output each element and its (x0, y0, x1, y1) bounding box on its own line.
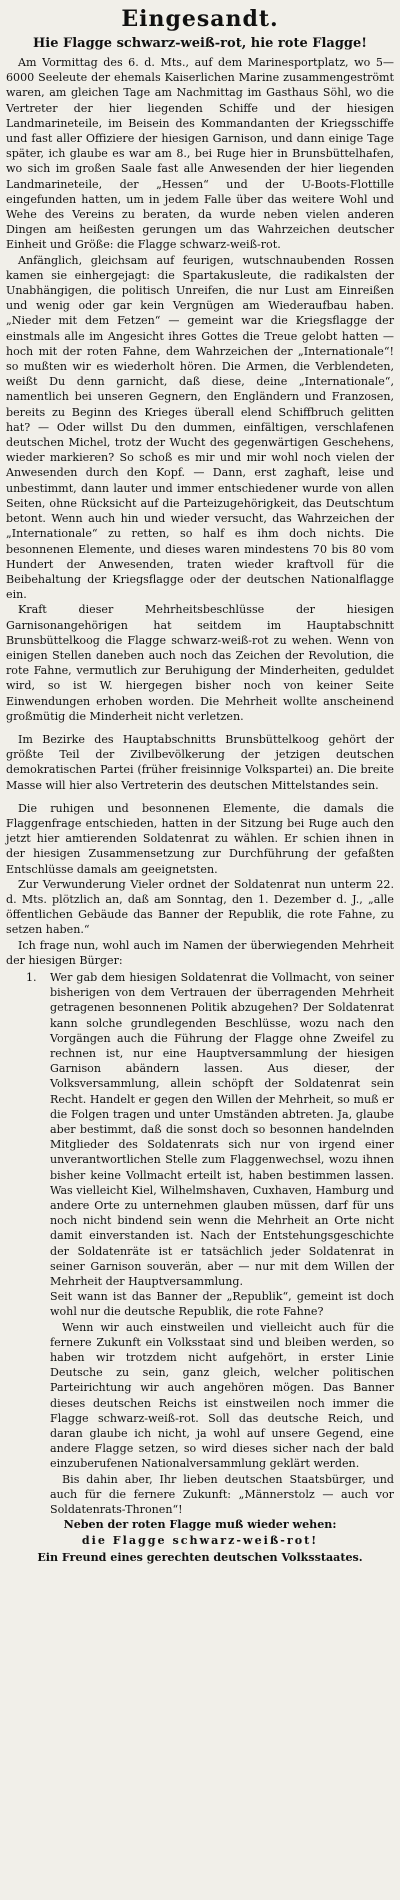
numbered-point (6, 970, 394, 1517)
article-body (6, 55, 394, 968)
point-number: 1. (26, 970, 37, 984)
article-title: Eingesandt. (121, 6, 279, 32)
paragraph-1: Am Vormittag des 6. d. Mts., auf dem Marinesportplatz, wo 5—6000 Seeleute der ehemals Kaiserlichen Marine zusammengeströmt waren, am gleichen Tage am Nachmittag im Gasthaus Söhl, wo die Vertreter der hier liegenden Schiffe und der hiesigen Landmarineteile, im Beisein des Kommandanten der Kriegsschiffe und fast aller Offiziere der hiesigen Garnison, und dann einige Tage später, ich glaube es war am 8., bei Ruge hier in Brunsbüttelhafen, wo sich im großen Saale fast alle Anwesenden der hier liegenden Landmarineteile, der „Hessen“ und der U-Boots-Flottille eingefunden hatten, um in jedem Falle über das weitere Wohl und Wehe des Vereins zu beraten, da wurde neben vielen anderen Dingen am heißesten gerungen um das Wahrzeichen deutscher Einheit und Größe: die Flagge schwarz-weiß-rot. (6, 56, 394, 252)
article-headline: Hie Flagge schwarz-weiß-rot, hie rote Flagge! (32, 36, 368, 51)
point-paragraph-2: Seit wann ist das Banner der „Republik“, gemeint ist doch wohl nur die deutsche Republik, die rote Fahne? (50, 1290, 394, 1319)
paragraph-5: Die ruhigen und besonnenen Elemente, die damals die Flaggenfrage entschieden, hatten in der Sitzung bei Ruge auch den jetzt hier amtierenden Soldatenrat zu wählen. Er schien ihnen in der hiesigen Zusammensetzung zur Durchführung der gefaßten Entschlüsse damals am geeignetsten. (6, 801, 394, 876)
paragraph-3: Kraft dieser Mehrheitsbeschlüsse der hiesigen Garnisonangehörigen hat seitdem im Hauptabschnitt Brunsbüttelkoog die Flagge schwarz-weiß-rot zu wehen. Wenn von einigen Stellen daneben auch noch das Zeichen der Revolution, die rote Fahne, vermutlich zur Beruhigung der Minderheiten, geduldet wird, so ist W. hiergegen bisher noch von keiner Seite Einwendungen erhoben worden. Die Mehrheit wollte anscheinend großmütig die Minderheit nicht verletzen. (6, 603, 394, 723)
point-paragraph-1: Wer gab dem hiesigen Soldatenrat die Vollmacht, von seiner bisherigen von dem Vertrauen der überragenden Mehrheit getragenen besonnenen Politik abzugehen? Der Soldatenrat kann solche grundlegenden Beschlüsse, wozu nach den Vorgängen auch die Führung der Flagge ohne Zweifel zu rechnen ist, nur eine Hauptversammlung der hiesigen Garnison abändern lassen. Aus dieser, der Volksversammlung, allein schöpft der Soldatenrat sein Recht. Handelt er gegen den Willen der Mehrheit, so muß er die Folgen tragen und unter Umständen abtreten. Ja, glaube aber bestimmt, daß die sonst doch so besonnen handelnden Mitglieder des Soldatenrats sich nur von irgend einer unverantwortlichen Stelle zum Flaggenwechsel, wozu ihnen bisher keine Vollmacht erteilt ist, haben bestimmen lassen. Was vielleicht Kiel, Wilhelmshaven, Cuxhaven, Hamburg und andere Orte zu unternehmen glauben müssen, darf für uns noch nicht bindend sein wenn die Mehrheit an Orte nicht damit einverstanden ist. Nach der Entstehungsgeschichte der Soldatenräte ist er tatsächlich jeder Soldatenrat in seiner Garnison souverän, aber — nur mit dem Willen der Mehrheit der Hauptversammlung. (50, 970, 394, 1289)
point-paragraph-4: Bis dahin aber, Ihr lieben deutschen Staatsbürger, und auch für die fernere Zukunft: „Männerstolz — auch vor Soldatenrats-Thronen“! (50, 1472, 394, 1517)
paragraph-4: Im Bezirke des Hauptabschnitts Brunsbüttelkoog gehört der größte Teil der Zivilbevölkerung der jetzigen deutschen demokratischen Partei (früher freisinnige Volkspartei) an. Die breite Masse will hier also Vertreterin des deutschen Mittelstandes sein. (6, 732, 394, 792)
signature: Ein Freund eines gerechten deutschen Volksstaates. (37, 1550, 363, 1564)
paragraph-2: Anfänglich, gleichsam auf feurigen, wutschnaubenden Rossen kamen sie einhergejagt: die Spartakusleute, die radikalsten der Unabhängigen, die politisch Unreifen, die nur Lust am Einreißen und wenig oder gar kein Vergnügen am Wiederaufbau haben. „Nieder mit dem Fetzen“ — gemeint war die Kriegsflagge der einstmals alle im Angesicht ihres Gottes die Treue gelobt hatten — hoch mit der roten Fahne, dem Wahrzeichen der „Internationale“! so mußten wir es wiederholt hören. Die Armen, die Verblendeten, weißt Du denn garnicht, daß diese, deine „Internationale“, namentlich bei unseren Gegnern, den Engländern und Franzosen, bereits zu Beginn des Krieges überall elend Schiffbruch gelitten hat? — Oder willst Du den dummen, einfältigen, verschlafenen deutschen Michel, trotz der Wucht des gegenwärtigen Geschehens, wieder markieren? So schoß es mir und mir wohl noch vielen der Anwesenden durch den Kopf. — Dann, erst zaghaft, leise und unbestimmt, dann lauter und immer entschiedener wurde von allen Seiten, ohne Rücksicht auf die Parteizugehörigkeit, das Deutschtum betont. Wenn auch hin und wieder versucht, das Wahrzeichen der „Internationale“ zu retten, so half es ihm doch nichts. Die besonnenen Elemente, und dieses waren mindestens 70 bis 80 vom Hundert der Anwesenden, traten wieder kraftvoll für die Beibehaltung der Kriegsflagge oder der deutschen Nationalflagge ein. (6, 253, 394, 602)
paragraph-6: Zur Verwunderung Vieler ordnet der Soldatenrat nun unterm 22. d. Mts. plötzlich an, daß am Sonntag, den 1. Dezember d. J., „alle öffentlichen Gebäude das Banner der Republik, die rote Fahne, zu setzen haben.“ (6, 877, 394, 937)
point-paragraph-3: Wenn wir auch einstweilen und vielleicht auch für die fernere Zukunft ein Volksstaat sind und bleiben werden, so haben wir trotzdem nicht aufgehört, in erster Linie Deutsche zu sein, ganz gleich, welcher politischen Parteirichtung wir auch angehören mögen. Das Banner dieses deutschen Reichs ist einstweilen noch immer die Flagge schwarz-weiß-rot. Soll das deutsche Reich, und daran glaube ich nicht, ja wohl auf unsere Gegend, eine andere Flagge setzen, so wird dieses sicher nach der bald einzuberufenen Nationalversammlung geklärt werden. (50, 1320, 394, 1471)
closing-line-1: Neben der roten Flagge muß wieder wehen: (63, 1518, 337, 1532)
closing-line-2: die Flagge schwarz-weiß-rot! (81, 1533, 319, 1547)
paragraph-7: Ich frage nun, wohl auch im Namen der überwiegenden Mehrheit der hiesigen Bürger: (6, 938, 394, 967)
